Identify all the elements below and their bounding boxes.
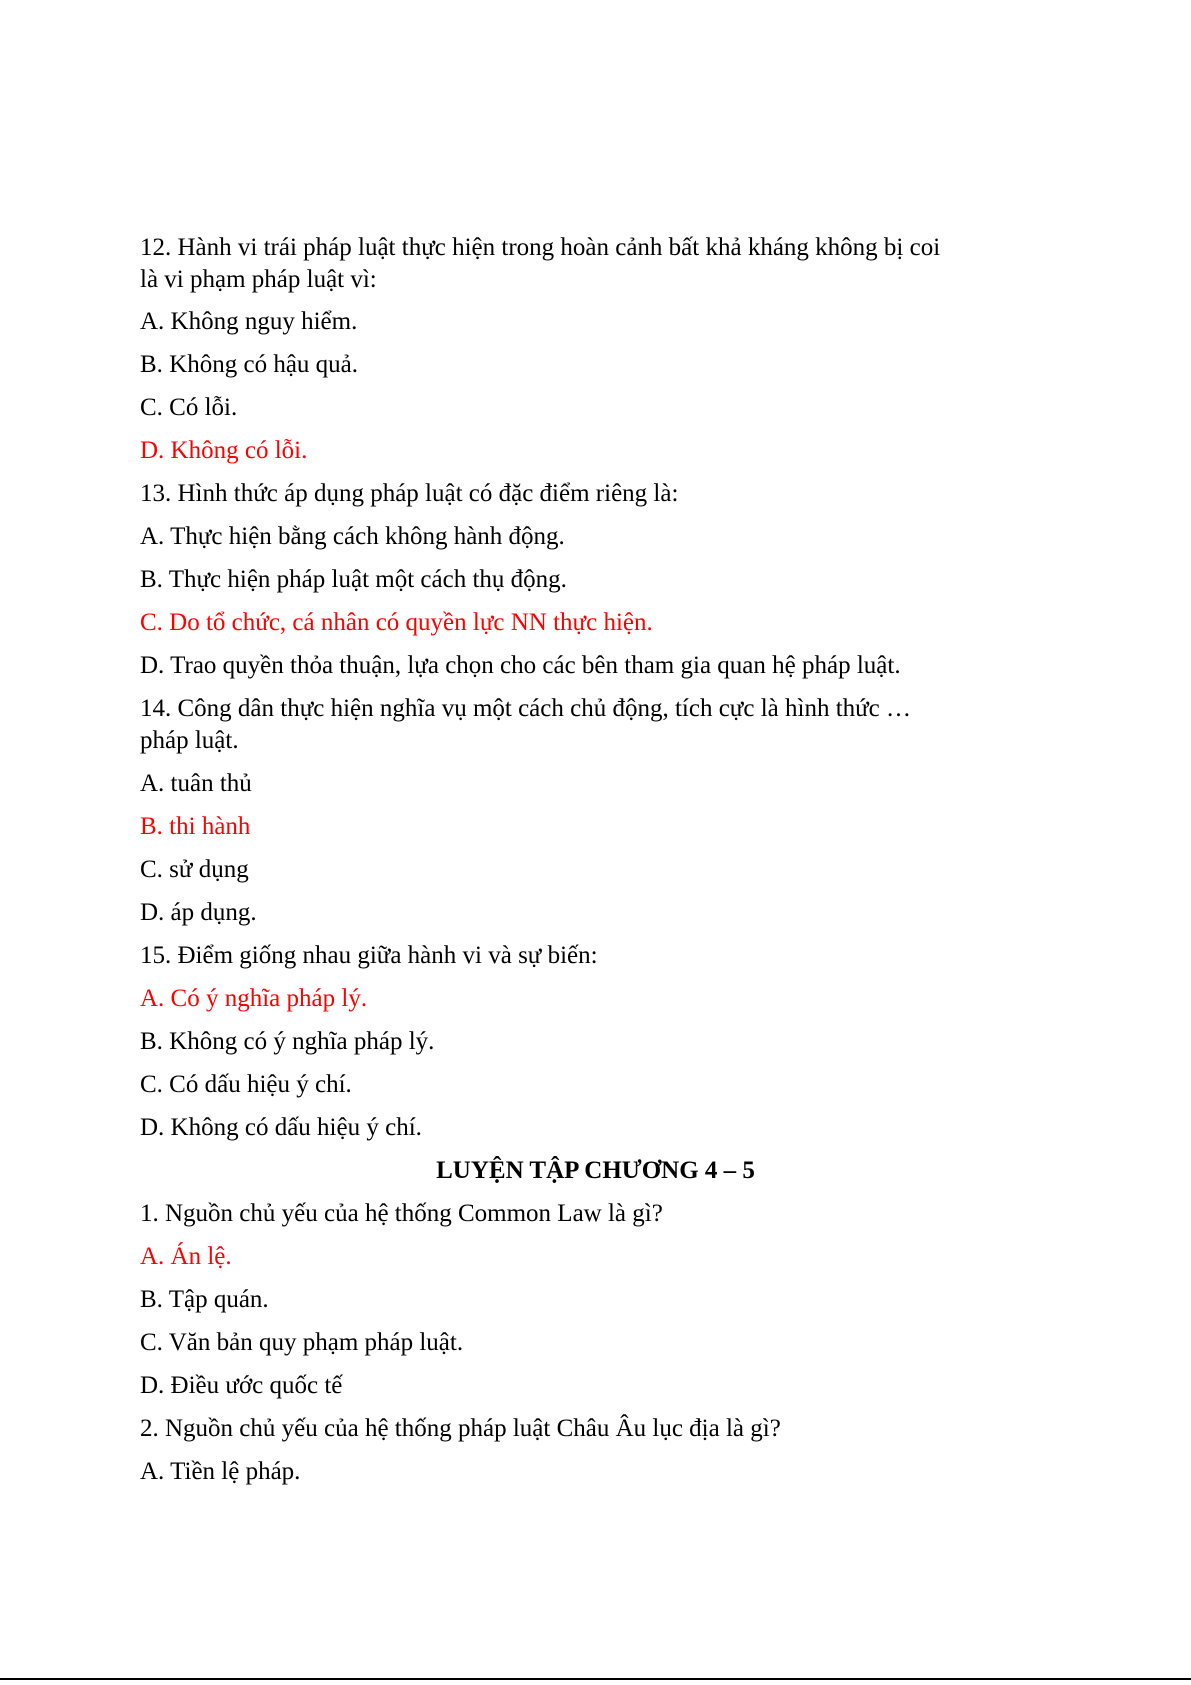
question-13-text: 13. Hình thức áp dụng pháp luật có đặc điểm riêng là: (140, 480, 679, 507)
question-12-text-line1: 12. Hành vi trái pháp luật thực hiện trong hoàn cảnh bất khả kháng không bị coi (140, 234, 941, 261)
question-13-option-d: D. Trao quyền thỏa thuận, lựa chọn cho các bên tham gia quan hệ pháp luật. (140, 652, 901, 679)
question-12-option-b: B. Không có hậu quả. (140, 351, 359, 378)
question-14-option-b-correct: B. thi hành (140, 813, 251, 840)
section-question-1-option-c: C. Văn bản quy phạm pháp luật. (140, 1329, 464, 1356)
section-heading: LUYỆN TẬP CHƯƠNG 4 – 5 (436, 1157, 755, 1184)
section-question-1-option-b: B. Tập quán. (140, 1286, 269, 1313)
question-12-option-a: A. Không nguy hiểm. (140, 308, 358, 335)
section-question-1-option-d: D. Điều ước quốc tế (140, 1372, 343, 1399)
section-question-1-text: 1. Nguồn chủ yếu của hệ thống Common Law là gì? (140, 1200, 663, 1227)
question-15-option-b: B. Không có ý nghĩa pháp lý. (140, 1028, 435, 1055)
question-15-text: 15. Điểm giống nhau giữa hành vi và sự biến: (140, 942, 598, 969)
question-14-text-line1: 14. Công dân thực hiện nghĩa vụ một cách chủ động, tích cực là hình thức … (140, 695, 912, 722)
question-15-option-a-correct: A. Có ý nghĩa pháp lý. (140, 985, 368, 1012)
question-14-option-a: A. tuân thủ (140, 770, 252, 797)
section-question-2-option-a: A. Tiền lệ pháp. (140, 1458, 301, 1485)
question-15-option-d: D. Không có dấu hiệu ý chí. (140, 1114, 422, 1141)
question-14-option-d: D. áp dụng. (140, 899, 257, 926)
question-14-option-c: C. sử dụng (140, 856, 249, 883)
question-12-text-line2: là vi phạm pháp luật vì: (140, 266, 377, 293)
question-13-option-c-correct: C. Do tổ chức, cá nhân có quyền lực NN thực hiện. (140, 609, 653, 636)
question-15-option-c: C. Có dấu hiệu ý chí. (140, 1071, 352, 1098)
question-14-text-line2: pháp luật. (140, 727, 239, 754)
question-13-option-b: B. Thực hiện pháp luật một cách thụ động. (140, 566, 567, 593)
page-bottom-rule (0, 1678, 1191, 1680)
section-question-1-option-a-correct: A. Án lệ. (140, 1243, 232, 1270)
question-12-option-c: C. Có lỗi. (140, 394, 238, 421)
question-13-option-a: A. Thực hiện bằng cách không hành động. (140, 523, 565, 550)
question-12-option-d-correct: D. Không có lỗi. (140, 437, 308, 464)
section-question-2-text: 2. Nguồn chủ yếu của hệ thống pháp luật Châu Âu lục địa là gì? (140, 1415, 781, 1442)
